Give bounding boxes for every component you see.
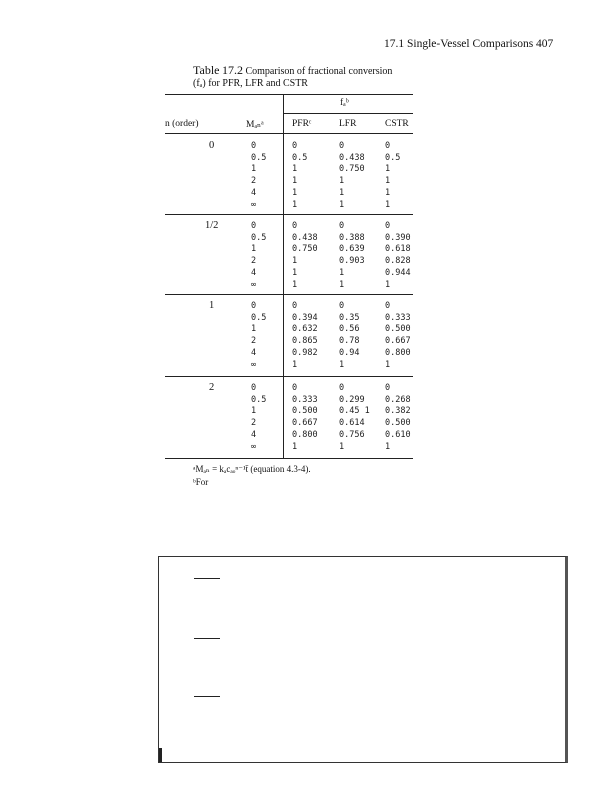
cstr-value: 1 <box>385 279 391 290</box>
man-column-header: Mₐₙᵃ <box>246 120 264 130</box>
pfr-value: 0 <box>292 383 298 393</box>
man-value: 2 <box>251 256 257 267</box>
cstr-value: 1 <box>385 199 391 210</box>
lfr-value: 1 <box>339 187 345 198</box>
lfr-value: 0.56 <box>339 324 360 335</box>
table-label: Table <box>193 63 220 77</box>
cstr-value: 1 <box>385 164 391 175</box>
pfr-value: 0.750 <box>292 244 318 255</box>
man-value: 4 <box>251 347 257 358</box>
caption-text: Comparison of fractional conversion <box>245 66 393 77</box>
man-value: 0.5 <box>251 232 267 243</box>
table-number: 17.2 <box>221 63 243 77</box>
order-label: 2 <box>209 382 215 393</box>
man-value: 0 <box>251 383 257 393</box>
pfr-value: 0.394 <box>292 312 318 323</box>
pfr-value: 0.438 <box>292 232 318 243</box>
man-value: 2 <box>251 336 257 347</box>
lfr-value: 0.35 <box>339 312 360 323</box>
man-value: 1 <box>251 406 257 417</box>
cstr-value: 0 <box>385 141 391 151</box>
group-header-rule <box>283 113 413 114</box>
fa-group-header: fₐᵇ <box>340 98 349 108</box>
cstr-value: 1 <box>385 176 391 187</box>
lfr-value: 0 <box>339 301 345 311</box>
pfr-value: 0.333 <box>292 394 318 405</box>
cstr-value: 0.500 <box>385 324 411 335</box>
cstr-value: 0.944 <box>385 267 411 278</box>
lfr-value: 0.639 <box>339 244 365 255</box>
pfr-value: 1 <box>292 441 298 452</box>
table-bottom-rule <box>165 458 413 459</box>
pfr-value: 1 <box>292 187 298 198</box>
pfr-value: 0.982 <box>292 347 318 358</box>
man-value: ∞ <box>251 279 257 290</box>
man-value: ∞ <box>251 441 257 452</box>
lfr-value: 0.614 <box>339 418 365 429</box>
lfr-value: 0.45 1 <box>339 406 370 417</box>
lfr-value: 0.438 <box>339 152 365 163</box>
order-label: 1 <box>209 300 215 311</box>
blank-line <box>194 696 220 697</box>
cstr-value: 1 <box>385 441 391 452</box>
footnote-b: ᵇFor <box>193 477 209 487</box>
man-value: 0 <box>251 221 257 231</box>
lfr-column-header: LFR <box>339 119 357 129</box>
pfr-value: 1 <box>292 176 298 187</box>
pfr-value: 0.500 <box>292 406 318 417</box>
pfr-value: 0 <box>292 221 298 231</box>
column-divider <box>283 94 284 458</box>
lfr-value: 0.756 <box>339 429 365 440</box>
cstr-column-header: CSTR <box>385 119 409 129</box>
lfr-value: 0.750 <box>339 164 365 175</box>
lfr-value: 0 <box>339 141 345 151</box>
lfr-value: 1 <box>339 279 345 290</box>
cstr-value: 0.5 <box>385 152 401 163</box>
pfr-value: 1 <box>292 359 298 370</box>
man-value: 4 <box>251 187 257 198</box>
lfr-value: 1 <box>339 199 345 210</box>
cstr-value: 0.500 <box>385 418 411 429</box>
man-value: 0 <box>251 301 257 311</box>
table-caption <box>193 64 418 90</box>
group-separator <box>165 376 413 377</box>
order-column-header: n (order) <box>165 119 199 129</box>
lfr-value: 0 <box>339 221 345 231</box>
table-top-rule <box>165 94 413 95</box>
man-value: 4 <box>251 267 257 278</box>
man-value: 0 <box>251 141 257 151</box>
cstr-value: 0.800 <box>385 347 411 358</box>
man-value: 2 <box>251 176 257 187</box>
pfr-value: 0.5 <box>292 152 308 163</box>
man-value: 0.5 <box>251 394 267 405</box>
cstr-value: 0 <box>385 383 391 393</box>
pfr-value: 0.865 <box>292 336 318 347</box>
lfr-value: 1 <box>339 267 345 278</box>
cstr-value: 0.268 <box>385 394 411 405</box>
lfr-value: 0.388 <box>339 232 365 243</box>
lfr-value: 1 <box>339 441 345 452</box>
blank-line <box>194 578 220 579</box>
man-value: 0.5 <box>251 312 267 323</box>
cstr-value: 0.667 <box>385 336 411 347</box>
lfr-value: 0.299 <box>339 394 365 405</box>
pfr-column-header: PFRᶜ <box>292 119 312 129</box>
pfr-value: 0.667 <box>292 418 318 429</box>
man-value: 1 <box>251 164 257 175</box>
group-separator <box>165 294 413 295</box>
footnote-a: ᵃMₐₙ = kₐcₐₒⁿ⁻¹t̄ (equation 4.3-4). <box>193 464 311 474</box>
caption-line-2: (fₐ) for PFR, LFR and CSTR <box>193 78 308 89</box>
man-value: 4 <box>251 429 257 440</box>
man-value: 1 <box>251 324 257 335</box>
pfr-value: 0.800 <box>292 429 318 440</box>
header-bottom-rule <box>165 133 413 134</box>
pfr-value: 0.632 <box>292 324 318 335</box>
cstr-value: 0.828 <box>385 256 411 267</box>
box-corner-mark <box>159 748 162 762</box>
cstr-value: 0.382 <box>385 406 411 417</box>
man-value: 2 <box>251 418 257 429</box>
pfr-value: 1 <box>292 164 298 175</box>
cstr-value: 0.610 <box>385 429 411 440</box>
cstr-value: 0.390 <box>385 232 411 243</box>
answer-box <box>158 556 568 763</box>
blank-line <box>194 638 220 639</box>
pfr-value: 0 <box>292 301 298 311</box>
order-label: 0 <box>209 140 215 151</box>
pfr-value: 1 <box>292 267 298 278</box>
lfr-value: 0.903 <box>339 256 365 267</box>
pfr-value: 1 <box>292 279 298 290</box>
pfr-value: 1 <box>292 199 298 210</box>
order-label: 1/2 <box>205 220 219 231</box>
man-value: ∞ <box>251 199 257 210</box>
lfr-value: 0.78 <box>339 336 360 347</box>
cstr-value: 1 <box>385 187 391 198</box>
man-value: 0.5 <box>251 152 267 163</box>
lfr-value: 1 <box>339 359 345 370</box>
cstr-value: 0 <box>385 301 391 311</box>
man-value: ∞ <box>251 359 257 370</box>
man-value: 1 <box>251 244 257 255</box>
cstr-value: 0.618 <box>385 244 411 255</box>
lfr-value: 1 <box>339 176 345 187</box>
lfr-value: 0.94 <box>339 347 360 358</box>
pfr-value: 1 <box>292 256 298 267</box>
group-separator <box>165 214 413 215</box>
cstr-value: 0 <box>385 221 391 231</box>
pfr-value: 0 <box>292 141 298 151</box>
cstr-value: 0.333 <box>385 312 411 323</box>
cstr-value: 1 <box>385 359 391 370</box>
lfr-value: 0 <box>339 383 345 393</box>
running-head: 17.1 Single-Vessel Comparisons 407 <box>384 38 554 50</box>
